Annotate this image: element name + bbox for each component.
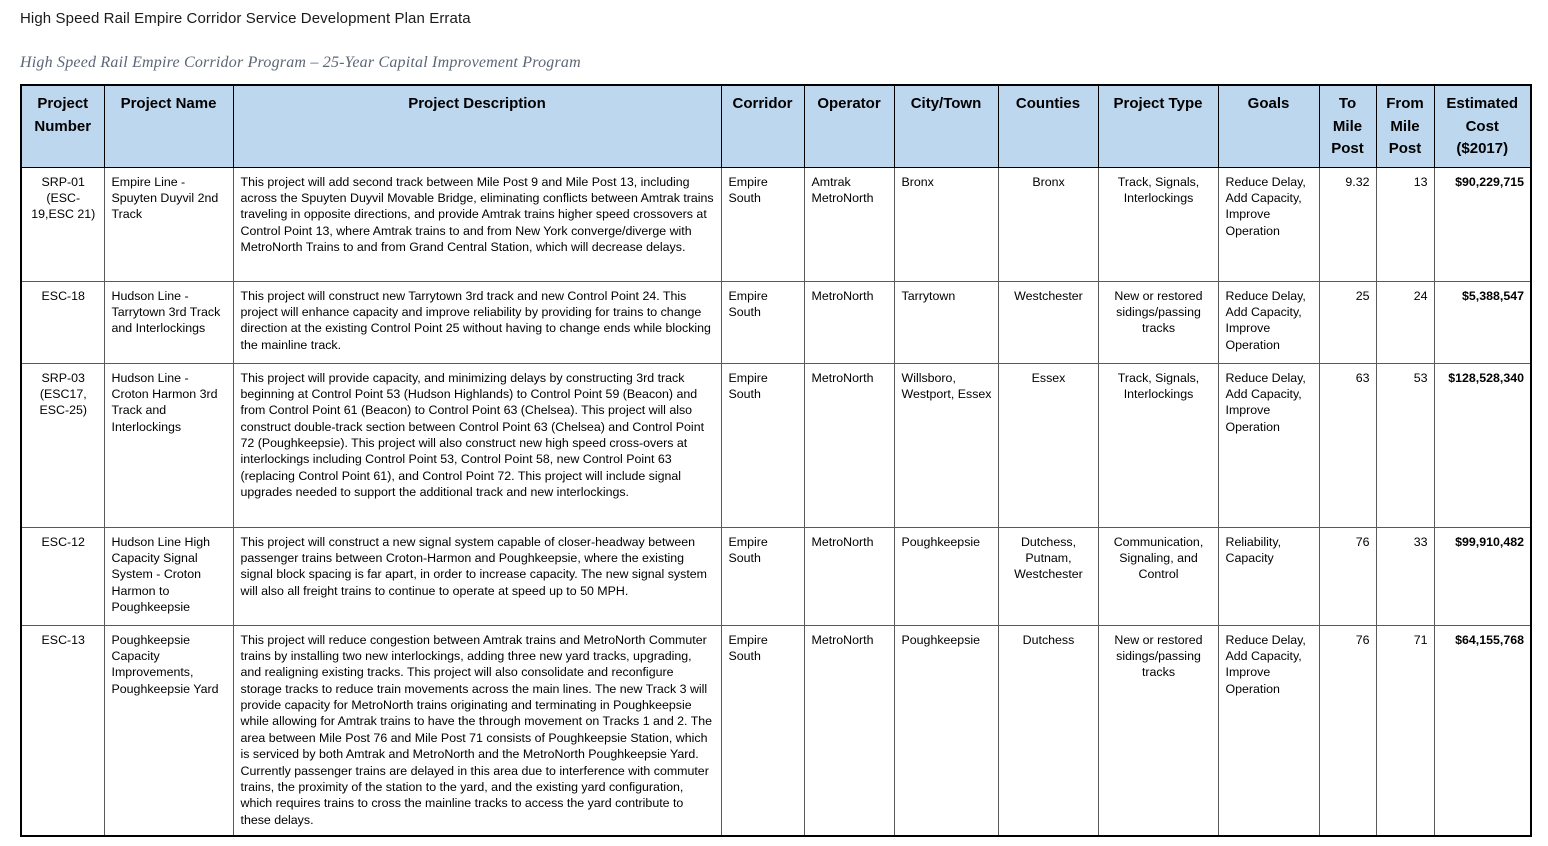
cell-from-mile-post: 71 [1376, 625, 1434, 836]
header-to-mile-post: To Mile Post [1319, 85, 1376, 167]
cell-project-name: Poughkeepsie Capacity Improvements, Poughkeepsie Yard [104, 625, 233, 836]
header-corridor: Corridor [721, 85, 804, 167]
header-project-number: Project Number [21, 85, 104, 167]
cell-estimated-cost: $5,388,547 [1434, 281, 1531, 363]
cell-project-name: Hudson Line High Capacity Signal System - Croton Harmon to Poughkeepsie [104, 527, 233, 625]
cell-project-name: Hudson Line - Croton Harmon 3rd Track and Interlockings [104, 363, 233, 527]
cell-project-type: Track, Signals, Interlockings [1098, 363, 1218, 527]
cell-city-town: Tarrytown [894, 281, 998, 363]
cell-operator: MetroNorth [804, 527, 894, 625]
page-subtitle: High Speed Rail Empire Corridor Program – 25-Year Capital Improvement Program [20, 54, 581, 71]
cell-corridor: Empire South [721, 527, 804, 625]
table-row [21, 281, 1531, 363]
cell-goals: Reduce Delay, Add Capacity, Improve Operation [1218, 625, 1319, 836]
cell-operator: MetroNorth [804, 625, 894, 836]
cell-corridor: Empire South [721, 167, 804, 281]
cell-from-mile-post: 33 [1376, 527, 1434, 625]
cell-project-name: Hudson Line - Tarrytown 3rd Track and Interlockings [104, 281, 233, 363]
cell-goals: Reliability, Capacity [1218, 527, 1319, 625]
cell-from-mile-post: 24 [1376, 281, 1434, 363]
header-estimated-cost: Estimated Cost ($2017) [1434, 85, 1531, 167]
cell-operator: Amtrak MetroNorth [804, 167, 894, 281]
cell-project-number: SRP-03 (ESC17, ESC-25) [21, 363, 104, 527]
cell-counties: Bronx [998, 167, 1098, 281]
header-from-mile-post: From Mile Post [1376, 85, 1434, 167]
cell-to-mile-post: 25 [1319, 281, 1376, 363]
header-goals: Goals [1218, 85, 1319, 167]
cell-project-number: SRP-01 (ESC-19,ESC 21) [21, 167, 104, 281]
header-project-name: Project Name [104, 85, 233, 167]
cell-corridor: Empire South [721, 625, 804, 836]
cell-project-type: New or restored sidings/passing tracks [1098, 281, 1218, 363]
cell-from-mile-post: 13 [1376, 167, 1434, 281]
cell-project-type: Track, Signals, Interlockings [1098, 167, 1218, 281]
header-operator: Operator [804, 85, 894, 167]
cell-estimated-cost: $64,155,768 [1434, 625, 1531, 836]
cell-estimated-cost: $128,528,340 [1434, 363, 1531, 527]
cell-to-mile-post: 76 [1319, 527, 1376, 625]
cell-from-mile-post: 53 [1376, 363, 1434, 527]
cell-project-number: ESC-18 [21, 281, 104, 363]
cell-corridor: Empire South [721, 281, 804, 363]
cell-to-mile-post: 63 [1319, 363, 1376, 527]
table-header-row [21, 85, 1531, 167]
page-title: High Speed Rail Empire Corridor Service Development Plan Errata [20, 10, 471, 27]
cell-counties: Dutchess [998, 625, 1098, 836]
header-city-town: City/Town [894, 85, 998, 167]
capital-improvement-table [20, 84, 1532, 837]
table-row [21, 527, 1531, 625]
header-counties: Counties [998, 85, 1098, 167]
table-row [21, 625, 1531, 836]
cell-goals: Reduce Delay, Add Capacity, Improve Operation [1218, 167, 1319, 281]
cell-estimated-cost: $90,229,715 [1434, 167, 1531, 281]
header-project-type: Project Type [1098, 85, 1218, 167]
table-row [21, 167, 1531, 281]
cell-city-town: Poughkeepsie [894, 527, 998, 625]
cell-counties: Dutchess, Putnam, Westchester [998, 527, 1098, 625]
cell-project-description: This project will reduce congestion between Amtrak trains and MetroNorth Commuter trains by installing two new interlockings, adding three new yard tracks, upgrading, and realigning existing tracks. This project will also consolidate and reconfigure storage tracks to reduce train movements across the main lines. The new Track 3 will provide capacity for MetroNorth trains originating and terminating in Poughkeepsie while allowing for Amtrak trains to have the through movement on Tracks 1 and 2. The area between Mile Post 76 and Mile Post 71 consists of Poughkeepsie Station, which is serviced by both Amtrak and MetroNorth and the MetroNorth Poughkeepsie Yard. Currently passenger trains are delayed in this area due to interference with commuter trains, the proximity of the station to the yard, and the existing yard configuration, which requires trains to cross the mainline tracks to access the yard contribute to these delays. [233, 625, 721, 836]
table-row [21, 363, 1531, 527]
cell-to-mile-post: 9.32 [1319, 167, 1376, 281]
cell-project-name: Empire Line - Spuyten Duyvil 2nd Track [104, 167, 233, 281]
cell-goals: Reduce Delay, Add Capacity, Improve Operation [1218, 281, 1319, 363]
cell-project-description: This project will add second track between Mile Post 9 and Mile Post 13, including across the Spuyten Duyvil Movable Bridge, eliminating conflicts between Amtrak trains traveling in opposite directions, and provide Amtrak trains higher speed crossovers at Control Point 13, where Amtrak trains to and from New York converge/diverge with MetroNorth Trains to and from Grand Central Station, which will decrease delays. [233, 167, 721, 281]
cell-goals: Reduce Delay, Add Capacity, Improve Operation [1218, 363, 1319, 527]
cell-estimated-cost: $99,910,482 [1434, 527, 1531, 625]
cell-project-type: New or restored sidings/passing tracks [1098, 625, 1218, 836]
cell-counties: Essex [998, 363, 1098, 527]
cell-counties: Westchester [998, 281, 1098, 363]
cell-project-description: This project will provide capacity, and minimizing delays by constructing 3rd track beginning at Control Point 53 (Hudson Highlands) to Control Point 59 (Beacon) and from Control Point 61 (Beacon) to Control Point 63 (Chelsea). This project will also construct double-track section between Control Point 63 (Chelsea) and Control Point 72 (Poughkeepsie). This project will also construct new high speed cross-overs at interlockings including Control Point 53, Control Point 58, new Control Point 63 (replacing Control Point 61), and Control Point 72. This project will include signal upgrades needed to support the additional track and new interlockings. [233, 363, 721, 527]
cell-city-town: Willsboro, Westport, Essex [894, 363, 998, 527]
cell-to-mile-post: 76 [1319, 625, 1376, 836]
cell-city-town: Poughkeepsie [894, 625, 998, 836]
cell-corridor: Empire South [721, 363, 804, 527]
cell-operator: MetroNorth [804, 363, 894, 527]
cell-operator: MetroNorth [804, 281, 894, 363]
header-project-description: Project Description [233, 85, 721, 167]
cell-city-town: Bronx [894, 167, 998, 281]
cell-project-number: ESC-13 [21, 625, 104, 836]
cell-project-description: This project will construct new Tarrytown 3rd track and new Control Point 24. This project will enhance capacity and improve reliability by providing for trains to change direction at the existing Control Point 25 without having to change ends while blocking the mainline track. [233, 281, 721, 363]
cell-project-description: This project will construct a new signal system capable of closer-headway between passenger trains between Croton-Harmon and Poughkeepsie, where the existing signal block spacing is far apart, in order to increase capacity. The new signal system will also all freight trains to continue to operate at speed up to 50 MPH. [233, 527, 721, 625]
cell-project-type: Communication, Signaling, and Control [1098, 527, 1218, 625]
cell-project-number: ESC-12 [21, 527, 104, 625]
